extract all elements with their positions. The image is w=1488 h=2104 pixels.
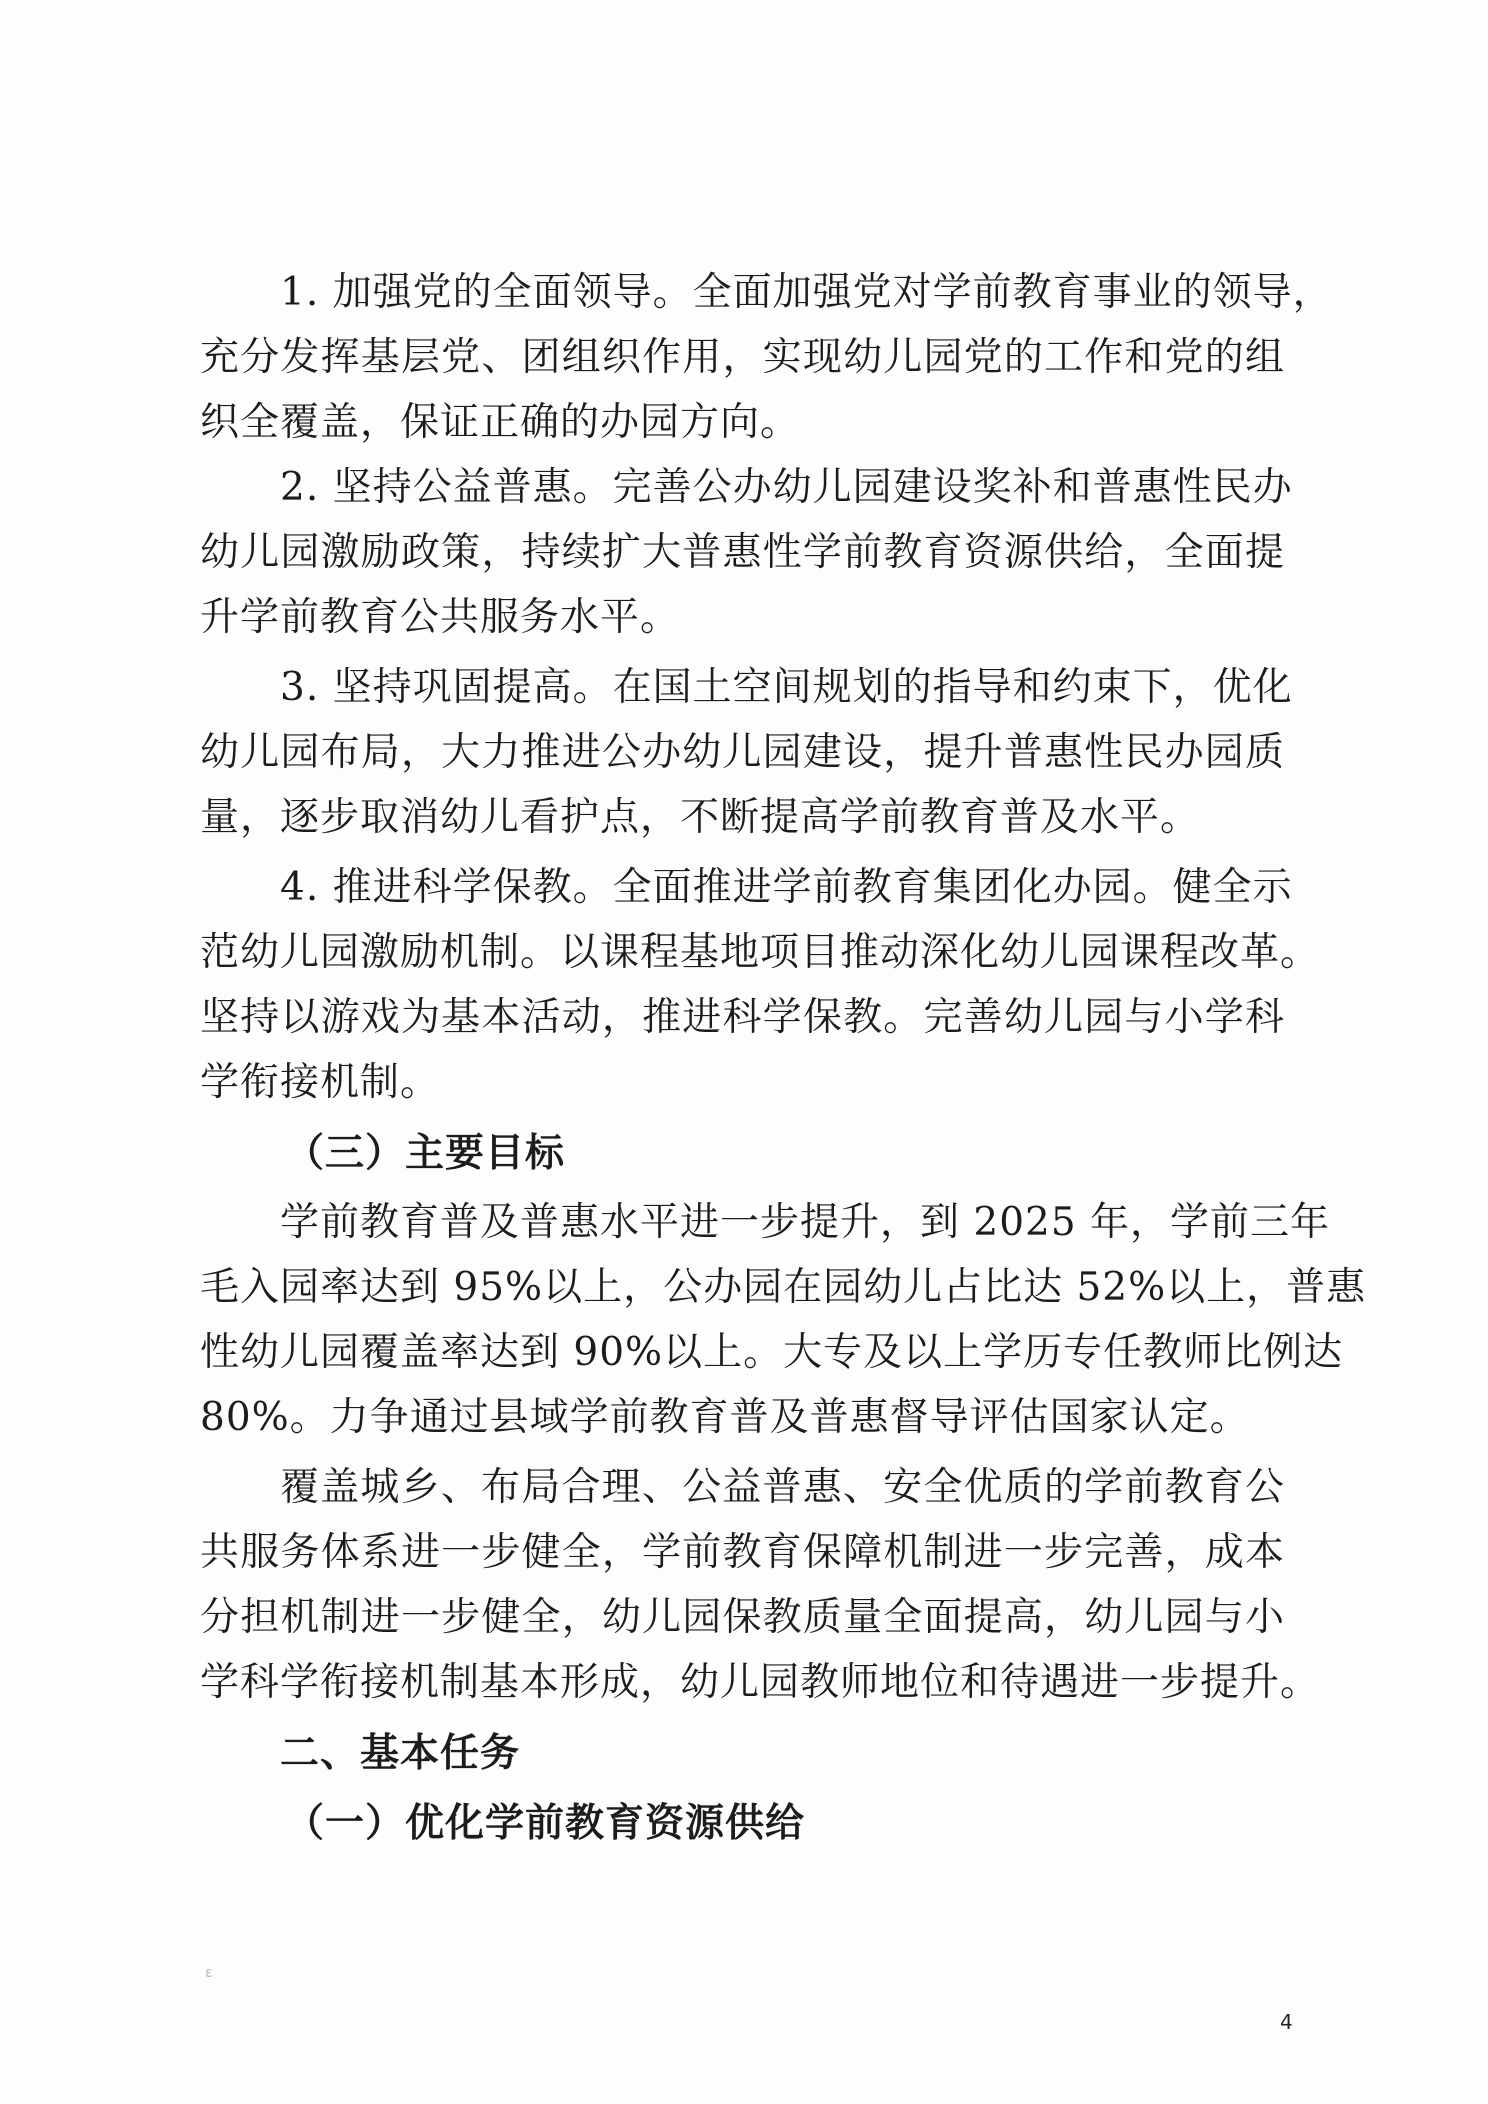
principle-4-line-4: 学衔接机制。 xyxy=(200,1060,441,1105)
goals-2-line-2: 共服务体系进一步健全，学前教育保障机制进一步完善，成本 xyxy=(200,1530,1285,1575)
heading-optimize-supply: （一）优化学前教育资源供给 xyxy=(285,1800,806,1846)
principle-4-line-3: 坚持以游戏为基本活动，推进科学保教。完善幼儿园与小学科 xyxy=(200,995,1285,1040)
goals-1-line-4: 80%。力争通过县域学前教育普及普惠督导评估国家认定。 xyxy=(200,1395,1250,1440)
page-number: 4 xyxy=(1280,2010,1293,2034)
principle-2-line-3: 升学前教育公共服务水平。 xyxy=(200,595,681,640)
heading-basic-tasks: 二、基本任务 xyxy=(280,1730,521,1776)
principle-1-line-1: 1. 加强党的全面领导。全面加强党对学前教育事业的领导， xyxy=(280,270,1333,315)
principle-1-line-3: 织全覆盖，保证正确的办园方向。 xyxy=(200,400,801,445)
principle-3-line-2: 幼儿园布局，大力推进公办幼儿园建设，提升普惠性民办园质 xyxy=(200,730,1285,775)
goals-1-line-3: 性幼儿园覆盖率达到 90%以上。大专及以上学历专任教师比例达 xyxy=(200,1330,1344,1375)
heading-main-goals: （三）主要目标 xyxy=(285,1130,566,1176)
principle-2-line-2: 幼儿园激励政策，持续扩大普惠性学前教育资源供给，全面提 xyxy=(200,530,1285,575)
principle-3-line-3: 量，逐步取消幼儿看护点，不断提高学前教育普及水平。 xyxy=(200,795,1201,840)
principle-4-line-2: 范幼儿园激励机制。以课程基地项目推动深化幼儿园课程改革。 xyxy=(200,930,1321,975)
goals-2-line-1: 覆盖城乡、布局合理、公益普惠、安全优质的学前教育公 xyxy=(280,1465,1285,1510)
goals-1-line-2: 毛入园率达到 95%以上，公办园在园幼儿占比达 52%以上，普惠 xyxy=(200,1265,1367,1310)
principle-4-line-1: 4. 推进科学保教。全面推进学前教育集团化办园。健全示 xyxy=(280,865,1293,910)
scan-speck: ε xyxy=(205,1965,213,1981)
goals-2-line-3: 分担机制进一步健全，幼儿园保教质量全面提高，幼儿园与小 xyxy=(200,1595,1285,1640)
principle-2-line-1: 2. 坚持公益普惠。完善公办幼儿园建设奖补和普惠性民办 xyxy=(280,465,1293,510)
principle-1-line-2: 充分发挥基层党、团组织作用，实现幼儿园党的工作和党的组 xyxy=(200,335,1285,380)
principle-3-line-1: 3. 坚持巩固提高。在国土空间规划的指导和约束下，优化 xyxy=(280,665,1293,710)
goals-2-line-4: 学科学衔接机制基本形成，幼儿园教师地位和待遇进一步提升。 xyxy=(200,1660,1321,1705)
goals-1-line-1: 学前教育普及普惠水平进一步提升，到 2025 年，学前三年 xyxy=(280,1200,1331,1245)
